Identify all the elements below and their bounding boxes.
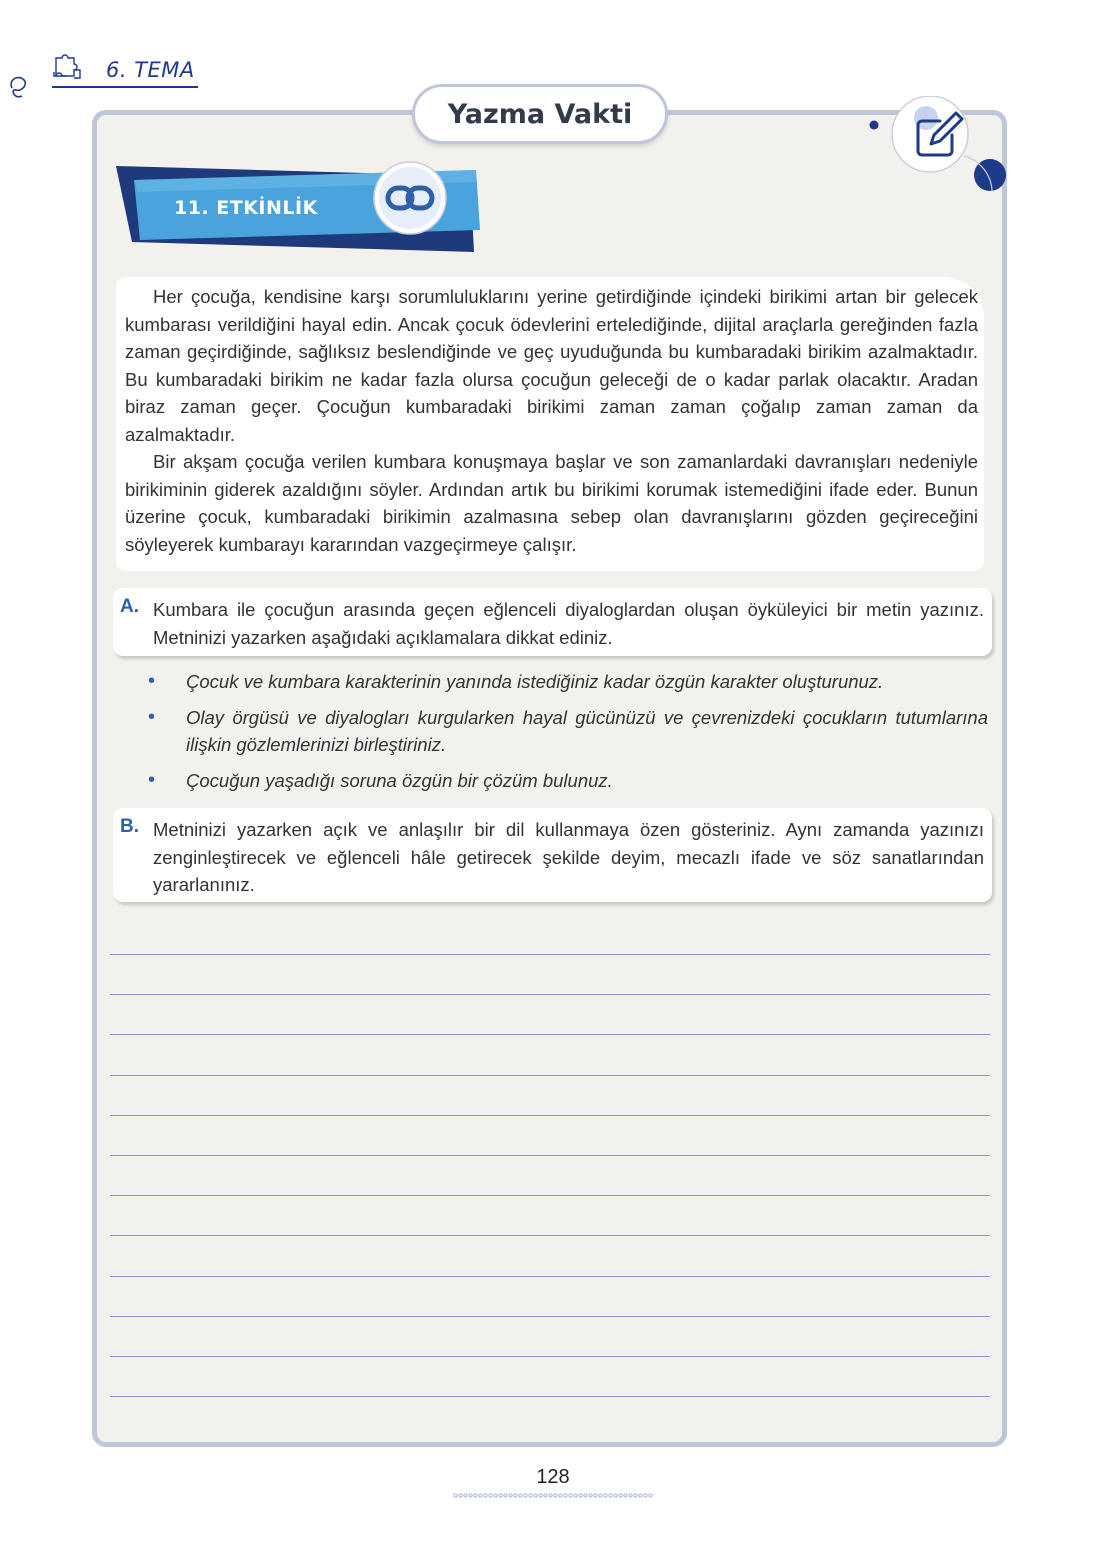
story-paragraph: Bir akşam çocuğa verilen kumbara konuşmaya başlar ve son zamanlardaki davranışları nedeniyle birikiminin giderek azaldığını söyler. Ardından artık bu birikimi korumak istemediğini ifade eder. Bunun üzerine çocuk, kumbaradaki birikimin azalmasına sebep olan davranışlarını gözden geçireceğini söyleyerek kumbarayı kararından vazgeçirmeye çalışır. <box>125 451 978 555</box>
instruction-b <box>113 808 992 902</box>
activity-label: 11. ETKİNLİK <box>174 197 318 219</box>
page-title: Yazma Vakti <box>447 98 633 130</box>
guideline-item: • Çocuğun yaşadığı soruna özgün bir çözüm bulunuz. <box>148 767 988 795</box>
page-number-ornament <box>453 1493 653 1498</box>
writing-line[interactable] <box>110 1155 990 1156</box>
writing-line[interactable] <box>110 1356 990 1357</box>
title-badge <box>864 96 1014 206</box>
instruction-a-text: Kumbara ile çocuğun arasında geçen eğlenceli diyaloglardan oluşan öyküleyici bir metin yazınız. Metninizi yazarken aşağıdaki açıklamalara dikkat ediniz. <box>153 599 984 648</box>
story-box <box>116 277 984 571</box>
theme-label: 6. TEMA <box>106 58 195 82</box>
section-letter-a: A. <box>120 596 139 617</box>
theme-underline <box>52 86 198 88</box>
writing-line[interactable] <box>110 1034 990 1035</box>
guideline-list <box>148 668 988 802</box>
guideline-item: • Çocuk ve kumbara karakterinin yanında istediğiniz kadar özgün karakter oluşturunuz. <box>148 668 988 696</box>
page-number: 128 <box>536 1466 570 1488</box>
chain-link-icon <box>374 162 446 234</box>
title-pill <box>412 84 668 144</box>
bullet-icon: • <box>148 670 156 692</box>
writing-line[interactable] <box>110 1075 990 1076</box>
instruction-b-text: Metninizi yazarken açık ve anlaşılır bir dil kullanmaya özen gösteriniz. Aynı zamanda yazınızı zenginleştirecek ve eğlenceli hâle getirecek şekilde deyim, mecazlı ifade ve söz sanatlarından yararlanınız. <box>153 819 984 895</box>
story-paragraph: Her çocuğa, kendisine karşı sorumluluklarını yerine getirdiğinde içindeki birikimi artan bir gelecek kumbarası verildiğini hayal edin. Ancak çocuk ödevlerini ertelediğinde, dijital araçlarla gereğinden fazla zaman geçirdiğinde, sağlıksız beslendiğinde ve geç uyuduğunda bu kumbaradaki birikim azalmaktadır. Bu kumbaradaki birikim ne kadar fazla olursa çocuğun geleceği de o kadar parlak olacaktır. Aradan biraz zaman geçer. Çocuğun kumbaradaki birikimi zaman zaman çoğalıp zaman zaman da azalmaktadır. <box>125 286 978 445</box>
writing-line[interactable] <box>110 994 990 995</box>
writing-line[interactable] <box>110 1276 990 1277</box>
section-letter-b: B. <box>120 816 139 837</box>
writing-line[interactable] <box>110 1115 990 1116</box>
writing-line[interactable] <box>110 1235 990 1236</box>
writing-line[interactable] <box>110 1316 990 1317</box>
instruction-a <box>113 588 992 656</box>
bullet-icon: • <box>148 768 156 791</box>
writing-line[interactable] <box>110 1195 990 1196</box>
writing-line[interactable] <box>110 954 990 955</box>
puzzle-icon <box>54 55 80 78</box>
guideline-item: • Olay örgüsü ve diyalogları kurgularken hayal gücünüzü ve çevrenizdeki çocukların tutumlarına ilişkin gözlemlerinizi birleştiriniz. <box>148 705 988 755</box>
bullet-icon: • <box>148 705 156 728</box>
writing-line[interactable] <box>110 1396 990 1397</box>
